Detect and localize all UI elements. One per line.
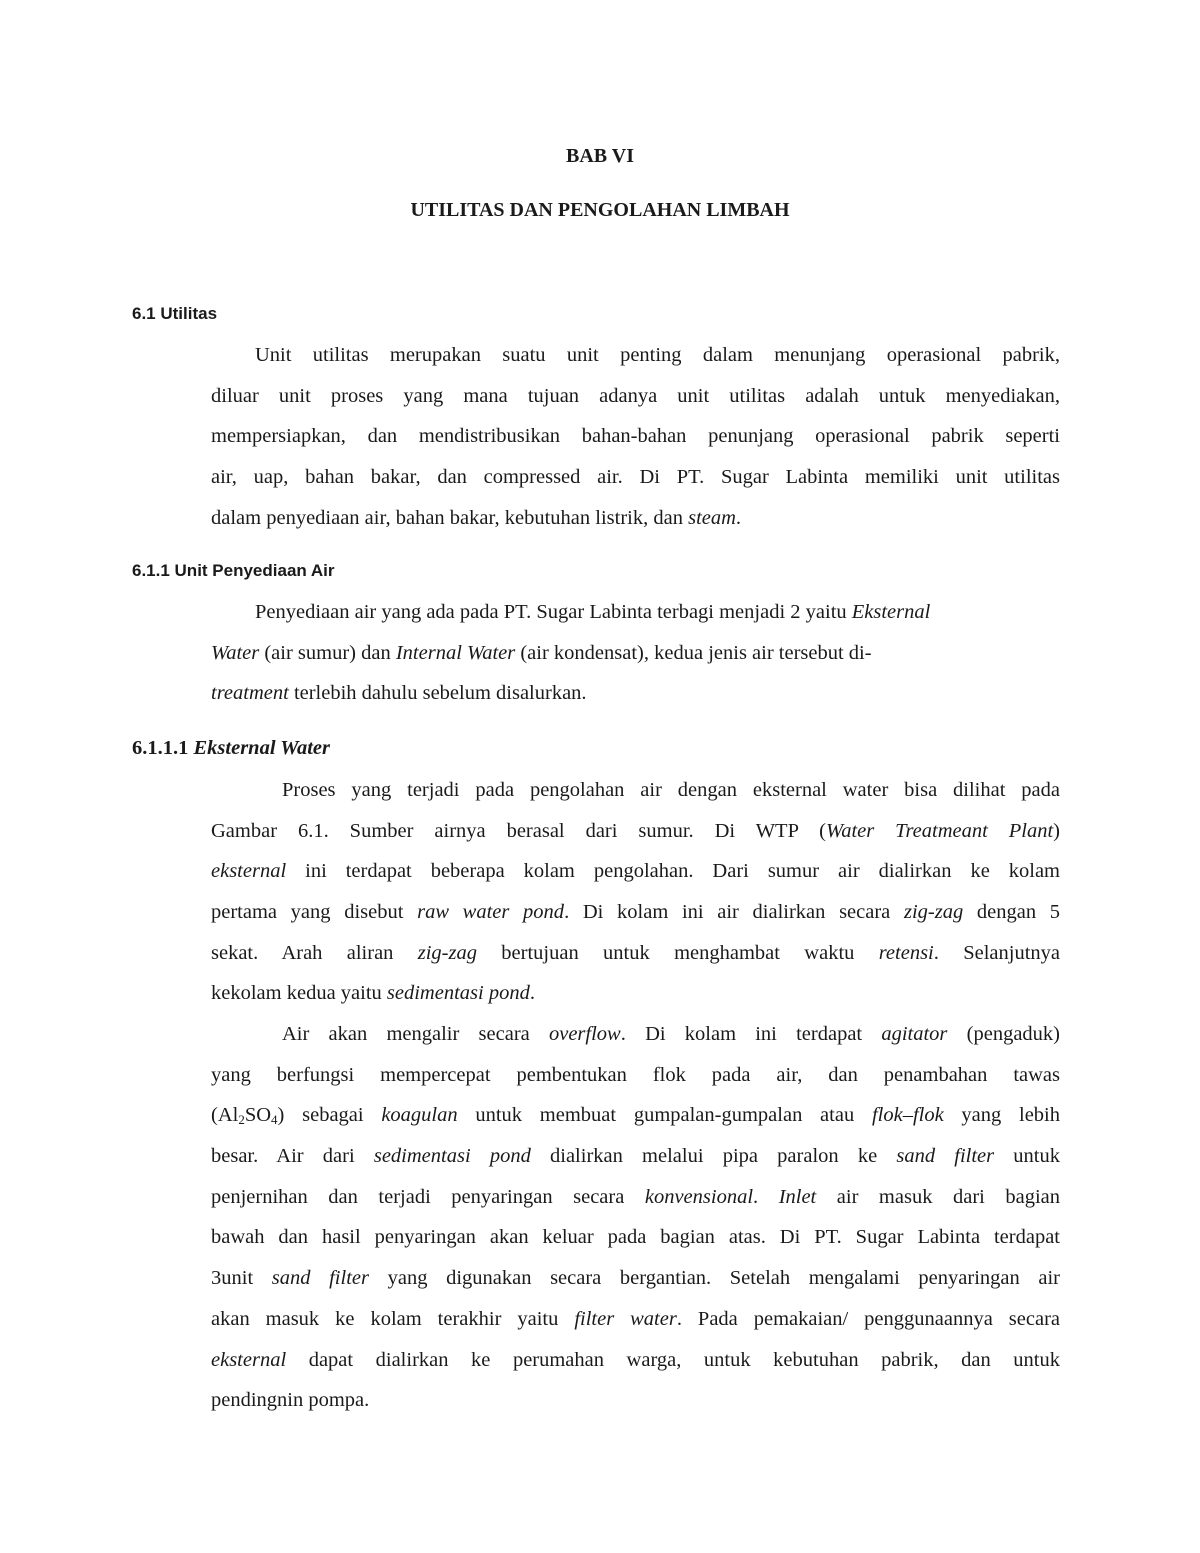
text-run: Air akan mengalir secara <box>282 1023 549 1045</box>
text-line: mempersiapkan, dan mendistribusikan bahan-bahan penunjang operasional pabrik seperti <box>211 425 1060 448</box>
text-line <box>211 973 1060 1014</box>
text-run: (pengaduk) <box>947 1023 1060 1045</box>
text-line: yang berfungsi mempercepat pembentukan flok pada air, dan penambahan tawas <box>211 1063 1060 1086</box>
italic-term: sedimentasi pond <box>373 1145 531 1168</box>
text-run: Gambar 6.1. Sumber airnya berasal dari sumur. Di WTP ( <box>211 819 826 842</box>
text-run: SO <box>244 1104 272 1127</box>
text-line <box>211 1014 1060 1055</box>
italic-term: Internal Water <box>395 641 516 664</box>
text-run: ) <box>1053 819 1060 842</box>
text-line <box>211 933 1060 974</box>
text-line <box>211 1095 1060 1136</box>
text-run: 3unit <box>211 1267 272 1290</box>
italic-term: Eksternal <box>851 601 931 623</box>
text-run: terlebih dahulu sebelum disalurkan. <box>288 682 587 705</box>
text-run: dialirkan melalui pipa paralon ke <box>530 1145 897 1168</box>
paragraph-eksternal-water-2 <box>211 1014 1060 1421</box>
text-line <box>211 1299 1060 1340</box>
text-run: . Selanjutnya <box>933 941 1061 964</box>
italic-term: flok–flok <box>871 1104 944 1127</box>
text-run: bertujuan untuk menghambat waktu <box>476 941 879 964</box>
text-run: . Di kolam ini terdapat <box>620 1023 882 1045</box>
italic-term: sand filter <box>896 1145 995 1168</box>
heading-italic: Eksternal Water <box>193 737 331 759</box>
chapter-title: BAB VI <box>566 145 634 167</box>
italic-term: filter water <box>574 1307 677 1330</box>
text-run: (Al <box>211 1104 239 1127</box>
italic-term: overflow <box>548 1023 621 1045</box>
text-run: . Di kolam ini air dialirkan secara <box>564 901 904 924</box>
italic-term: Water Treatmeant Plant <box>826 819 1054 842</box>
subscript: 2 <box>238 1112 245 1128</box>
section-heading-6-1-1: 6.1.1 Unit Penyediaan Air <box>132 561 335 580</box>
section-heading-6-1: 6.1 Utilitas <box>132 304 218 323</box>
italic-term: raw water pond <box>417 901 565 924</box>
text-run: . <box>529 982 535 1005</box>
text-run: ini terdapat beberapa kolam pengolahan. Dari sumur air dialirkan ke kolam <box>286 860 1060 883</box>
heading-number: 6.1.1.1 <box>132 737 194 759</box>
text-line: pendingnin pompa. <box>211 1389 370 1412</box>
italic-term: eksternal <box>211 860 287 883</box>
italic-term: treatment <box>211 682 289 705</box>
text-run: . <box>735 506 742 529</box>
text-line <box>211 673 1060 714</box>
text-line <box>211 633 1060 674</box>
text-run: kekolam kedua yaitu <box>211 982 387 1005</box>
text-line <box>211 1177 1060 1218</box>
text-line <box>211 811 1060 852</box>
text-run: yang digunakan secara bergantian. Setelah mengalami penyaringan air <box>368 1267 1060 1290</box>
text-run: dalam penyediaan air, bahan bakar, kebutuhan listrik, dan <box>211 506 689 529</box>
italic-term: sand filter <box>271 1267 369 1290</box>
paragraph-penyediaan-air <box>211 592 1060 714</box>
italic-term: retensi <box>878 941 934 964</box>
paragraph-utilitas <box>211 335 1060 538</box>
text-line <box>211 592 1060 633</box>
text-run: Penyediaan air yang ada pada PT. Sugar Labinta terbagi menjadi 2 yaitu <box>255 601 852 623</box>
text-run: (air kondensat), kedua jenis air tersebut di- <box>515 641 872 664</box>
text-line <box>211 851 1060 892</box>
text-run: ) sebagai <box>277 1104 382 1127</box>
text-run: untuk <box>994 1145 1060 1168</box>
text-run: besar. Air dari <box>211 1145 374 1168</box>
text-line: air, uap, bahan bakar, dan compressed air. Di PT. Sugar Labinta memiliki unit utilitas <box>211 466 1060 489</box>
italic-term: zig-zag <box>417 941 477 964</box>
italic-term: sedimentasi pond <box>386 982 530 1005</box>
text-line <box>211 1136 1060 1177</box>
text-run: dengan 5 <box>963 901 1060 924</box>
text-run: (air sumur) dan <box>259 641 396 664</box>
italic-term: steam <box>688 506 736 529</box>
italic-term: eksternal <box>211 1348 287 1371</box>
text-line <box>211 498 1060 539</box>
text-line <box>211 1258 1060 1299</box>
italic-term: Inlet <box>778 1185 817 1208</box>
italic-term: zig-zag <box>903 901 964 924</box>
text-run: akan masuk ke kolam terakhir yaitu <box>211 1307 575 1330</box>
text-run: air masuk dari bagian <box>816 1185 1061 1208</box>
text-run: sekat. Arah aliran <box>211 941 418 964</box>
text-run: yang lebih <box>943 1104 1061 1127</box>
text-run: . <box>753 1185 779 1208</box>
text-line: Unit utilitas merupakan suatu unit penting dalam menunjang operasional pabrik, <box>255 344 1060 366</box>
italic-term: koagulan <box>381 1104 458 1127</box>
paragraph-eksternal-water-1 <box>211 770 1060 1014</box>
italic-term: agitator <box>881 1023 948 1045</box>
text-line <box>211 1340 1060 1381</box>
text-line <box>211 892 1060 933</box>
text-run: penjernihan dan terjadi penyaringan secara <box>211 1185 645 1208</box>
subscript: 4 <box>271 1112 278 1128</box>
text-run: dapat dialirkan ke perumahan warga, untuk kebutuhan pabrik, dan untuk <box>286 1348 1060 1371</box>
chapter-subtitle: UTILITAS DAN PENGOLAHAN LIMBAH <box>410 199 790 221</box>
text-line: bawah dan hasil penyaringan akan keluar pada bagian atas. Di PT. Sugar Labinta terdapat <box>211 1226 1060 1249</box>
section-heading-6-1-1-1 <box>132 737 330 760</box>
text-line: diluar unit proses yang mana tujuan adanya unit utilitas adalah untuk menyediakan, <box>211 384 1060 407</box>
italic-term: konvensional <box>644 1185 754 1208</box>
text-line: Proses yang terjadi pada pengolahan air dengan eksternal water bisa dilihat pada <box>282 779 1060 801</box>
text-run: untuk membuat gumpalan-gumpalan atau <box>457 1104 872 1127</box>
text-run: pertama yang disebut <box>211 901 418 924</box>
italic-term: Water <box>211 641 260 664</box>
text-run: . Pada pemakaian/ penggunaannya secara <box>676 1307 1060 1330</box>
